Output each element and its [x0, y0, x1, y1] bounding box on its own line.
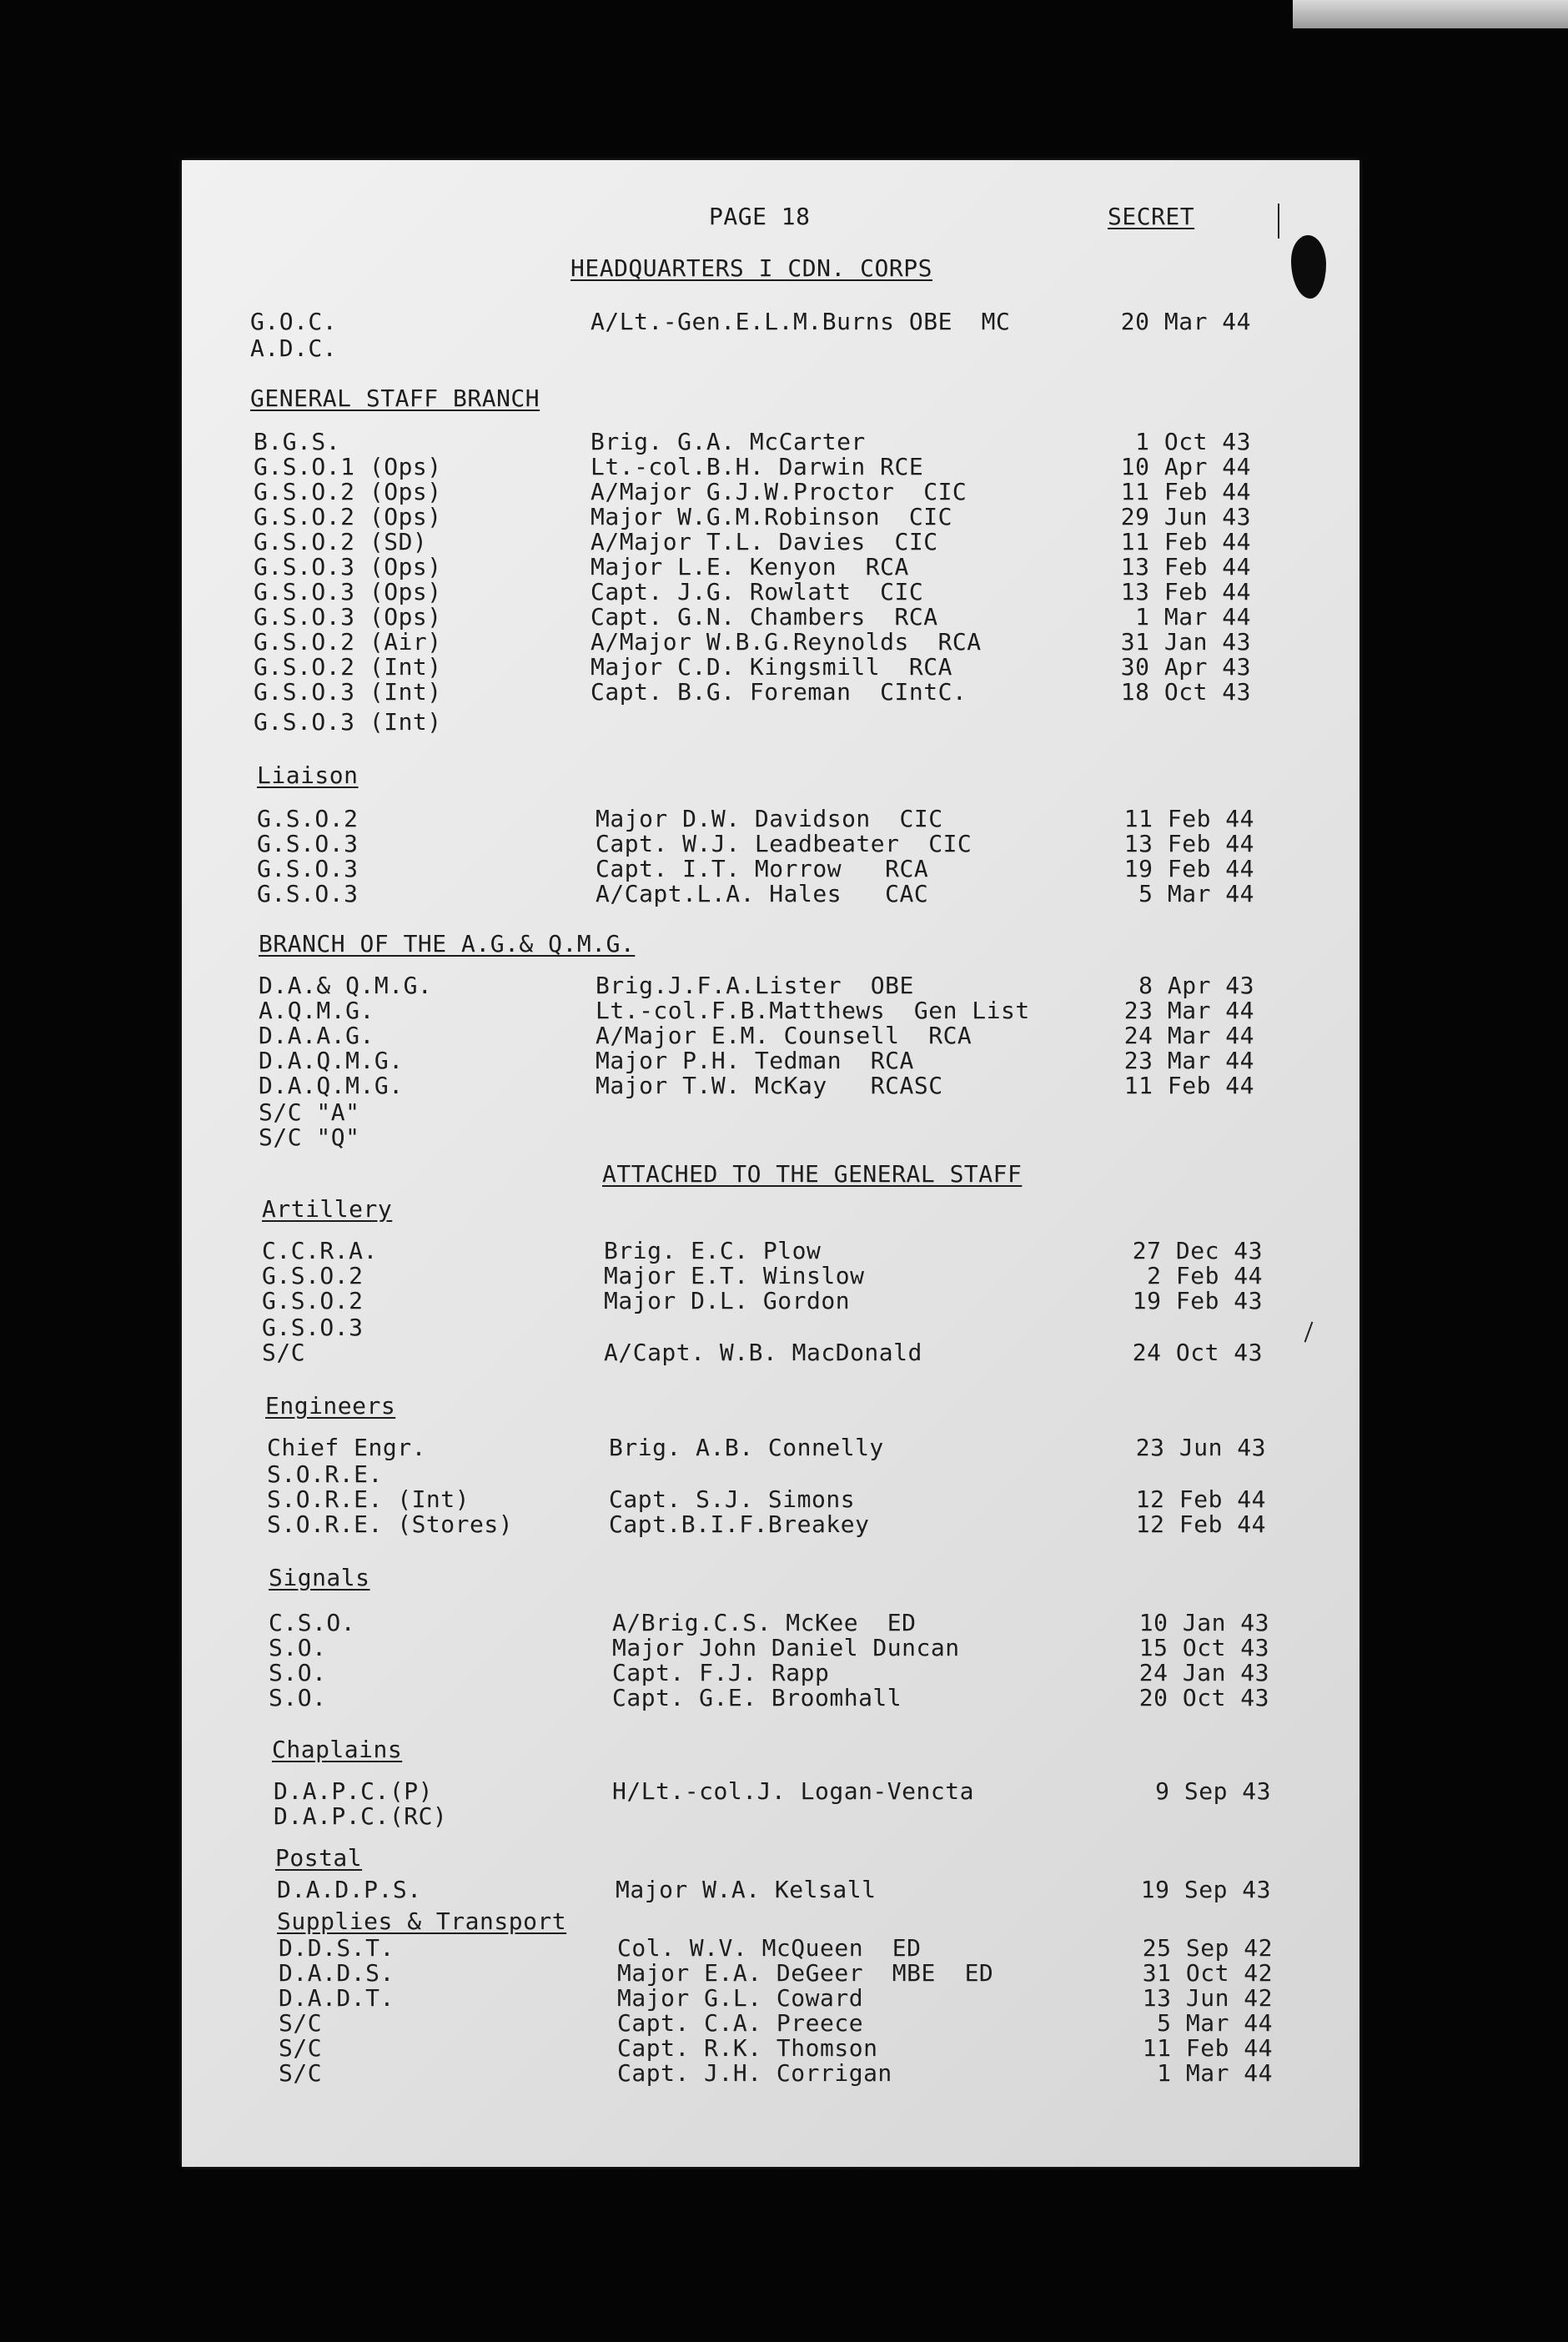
officer-name-cell: Capt. C.A. Preece — [617, 2009, 864, 2037]
appointment-cell: G.S.O.3 — [257, 830, 359, 857]
officer-name-cell: Brig. A.B. Connelly — [609, 1434, 884, 1461]
headquarters-title: HEADQUARTERS I CDN. CORPS — [570, 254, 932, 282]
date-cell: 31 Oct 42 — [1142, 1959, 1273, 1987]
security-classification: SECRET — [1108, 203, 1195, 230]
appointment-cell: G.S.O.2 (Int) — [254, 653, 442, 681]
officer-name-cell: Brig. G.A. McCarter — [591, 428, 866, 455]
appointment-cell: S.O.R.E. (Int) — [267, 1485, 470, 1513]
officer-name-cell: Major John Daniel Duncan — [612, 1634, 960, 1661]
officer-name-cell: Major L.E. Kenyon RCA — [591, 553, 909, 580]
document-page — [182, 160, 1359, 2167]
appointment-cell: D.D.S.T. — [279, 1934, 395, 1962]
appointment-cell: S.O.R.E. (Stores) — [267, 1510, 514, 1538]
officer-name-cell: A/Major G.J.W.Proctor CIC — [591, 478, 967, 505]
officer-name-cell: Capt. F.J. Rapp — [612, 1659, 830, 1686]
appointment-cell: A.Q.M.G. — [259, 997, 374, 1024]
adjacent-page-edge — [1293, 0, 1568, 28]
date-cell: 10 Jan 43 — [1138, 1609, 1269, 1636]
date-cell: 13 Jun 42 — [1142, 1984, 1273, 2012]
date-cell: 25 Sep 42 — [1142, 1934, 1273, 1962]
date-cell: 19 Feb 44 — [1123, 855, 1254, 882]
appointment-cell: G.S.O.2 (Ops) — [254, 503, 442, 530]
appointment-cell: D.A.Q.M.G. — [259, 1072, 404, 1099]
officer-name-cell: Capt. J.G. Rowlatt CIC — [591, 578, 924, 606]
date-cell: 12 Feb 44 — [1135, 1485, 1266, 1513]
section-heading-attached: ATTACHED TO THE GENERAL STAFF — [602, 1160, 1023, 1188]
officer-name-cell: Capt. B.G. Foreman CIntC. — [591, 678, 967, 706]
appointment-cell: D.A.D.P.S. — [277, 1876, 422, 1903]
officer-name-cell: A/Major T.L. Davies CIC — [591, 528, 938, 555]
date-cell: 11 Feb 44 — [1142, 2034, 1273, 2062]
officer-name-cell: Major D.W. Davidson CIC — [596, 805, 943, 832]
officer-name-cell: Capt. J.H. Corrigan — [617, 2059, 892, 2087]
date-cell: 20 Mar 44 — [1120, 308, 1251, 335]
section-heading-general-staff: GENERAL STAFF BRANCH — [250, 384, 540, 412]
officer-name-cell: Capt. G.E. Broomhall — [612, 1684, 902, 1711]
date-cell: 13 Feb 44 — [1120, 553, 1251, 580]
officer-name-cell: Major C.D. Kingsmill RCA — [591, 653, 952, 681]
appointment-cell: G.S.O.3 — [257, 855, 359, 882]
date-cell: 19 Feb 43 — [1132, 1287, 1263, 1314]
date-cell: 1 Mar 44 — [1135, 603, 1251, 631]
date-cell: 29 Jun 43 — [1120, 503, 1251, 530]
date-cell: 11 Feb 44 — [1120, 478, 1251, 505]
appointment-cell: G.O.C. — [250, 308, 338, 335]
date-cell: 13 Feb 44 — [1123, 830, 1254, 857]
appointment-cell: C.S.O. — [269, 1609, 356, 1636]
appointment-cell: S/C — [279, 2059, 323, 2087]
date-cell: 11 Feb 44 — [1120, 528, 1251, 555]
officer-name-cell: Major G.L. Coward — [617, 1984, 864, 2012]
appointment-cell: D.A.P.C.(RC) — [274, 1802, 448, 1830]
officer-name-cell: Major E.T. Winslow — [604, 1262, 865, 1289]
appointment-cell: G.S.O.3 — [257, 880, 359, 907]
officer-name-cell: Capt. G.N. Chambers RCA — [591, 603, 938, 631]
date-cell: 24 Oct 43 — [1132, 1339, 1263, 1366]
appointment-cell: C.C.R.A. — [262, 1237, 378, 1264]
officer-name-cell: Capt. W.J. Leadbeater CIC — [596, 830, 972, 857]
appointment-cell: G.S.O.3 (Int) — [254, 708, 442, 736]
appointment-cell: S.O.R.E. — [267, 1460, 383, 1488]
officer-name-cell: Major W.A. Kelsall — [616, 1876, 877, 1903]
appointment-cell: S.O. — [269, 1659, 327, 1686]
officer-name-cell: Col. W.V. McQueen ED — [617, 1934, 922, 1962]
officer-name-cell: Major E.A. DeGeer MBE ED — [617, 1959, 994, 1987]
date-cell: 2 Feb 44 — [1147, 1262, 1263, 1289]
officer-name-cell: Major W.G.M.Robinson CIC — [591, 503, 952, 530]
section-heading-chaplains: Chaplains — [272, 1736, 403, 1763]
officer-name-cell: A/Capt. W.B. MacDonald — [604, 1339, 922, 1366]
section-heading-artillery: Artillery — [262, 1195, 393, 1223]
appointment-cell: S/C — [279, 2034, 323, 2062]
appointment-cell: G.S.O.3 (Ops) — [254, 553, 442, 580]
officer-name-cell: Brig. E.C. Plow — [604, 1237, 822, 1264]
date-cell: 23 Mar 44 — [1123, 997, 1254, 1024]
date-cell: 9 Sep 43 — [1155, 1777, 1271, 1805]
officer-name-cell: Capt. I.T. Morrow RCA — [596, 855, 929, 882]
ink-blot — [1291, 235, 1326, 299]
appointment-cell: S/C — [262, 1339, 306, 1366]
section-heading-engineers: Engineers — [265, 1392, 396, 1420]
officer-name-cell: Capt.B.I.F.Breakey — [609, 1510, 870, 1538]
page-number: PAGE 18 — [709, 203, 811, 230]
appointment-cell: S/C "A" — [259, 1098, 360, 1126]
date-cell: 23 Jun 43 — [1135, 1434, 1266, 1461]
date-cell: 24 Jan 43 — [1138, 1659, 1269, 1686]
section-heading-supplies: Supplies & Transport — [277, 1907, 567, 1935]
margin-mark — [1278, 204, 1279, 239]
appointment-cell: G.S.O.3 (Int) — [254, 678, 442, 706]
section-heading-ag-qmg: BRANCH OF THE A.G.& Q.M.G. — [259, 930, 636, 957]
appointment-cell: G.S.O.2 (Ops) — [254, 478, 442, 505]
officer-name-cell: H/Lt.-col.J. Logan-Vencta — [612, 1777, 974, 1805]
officer-name-cell: Capt. R.K. Thomson — [617, 2034, 878, 2062]
date-cell: 24 Mar 44 — [1123, 1022, 1254, 1049]
officer-name-cell: A/Major W.B.G.Reynolds RCA — [591, 628, 982, 656]
date-cell: 5 Mar 44 — [1157, 2009, 1273, 2037]
date-cell: 18 Oct 43 — [1120, 678, 1251, 706]
officer-name-cell: Capt. S.J. Simons — [609, 1485, 856, 1513]
appointment-cell: G.S.O.1 (Ops) — [254, 453, 442, 480]
date-cell: 27 Dec 43 — [1132, 1237, 1263, 1264]
appointment-cell: G.S.O.2 (SD) — [254, 528, 428, 555]
date-cell: 11 Feb 44 — [1123, 805, 1254, 832]
date-cell: 23 Mar 44 — [1123, 1047, 1254, 1074]
officer-name-cell: Major D.L. Gordon — [604, 1287, 851, 1314]
date-cell: 15 Oct 43 — [1138, 1634, 1269, 1661]
officer-name-cell: Major P.H. Tedman RCA — [596, 1047, 914, 1074]
officer-name-cell: Major T.W. McKay RCASC — [596, 1072, 943, 1099]
officer-name-cell: A/Brig.C.S. McKee ED — [612, 1609, 917, 1636]
date-cell: 12 Feb 44 — [1135, 1510, 1266, 1538]
margin-mark — [1304, 1321, 1314, 1342]
officer-name-cell: Lt.-col.F.B.Matthews Gen List — [596, 997, 1030, 1024]
appointment-cell: G.S.O.3 (Ops) — [254, 578, 442, 606]
date-cell: 8 Apr 43 — [1138, 972, 1254, 999]
date-cell: 20 Oct 43 — [1138, 1684, 1269, 1711]
appointment-cell: Chief Engr. — [267, 1434, 426, 1461]
officer-name-cell: Lt.-col.B.H. Darwin RCE — [591, 453, 924, 480]
officer-name-cell: A/Major E.M. Counsell RCA — [596, 1022, 972, 1049]
appointment-cell: D.A.& Q.M.G. — [259, 972, 433, 999]
date-cell: 19 Sep 43 — [1140, 1876, 1271, 1903]
date-cell: 5 Mar 44 — [1138, 880, 1254, 907]
appointment-cell: G.S.O.3 — [262, 1314, 364, 1341]
appointment-cell: G.S.O.2 — [257, 805, 359, 832]
appointment-cell: D.A.P.C.(P) — [274, 1777, 433, 1805]
appointment-cell: D.A.D.S. — [279, 1959, 395, 1987]
date-cell: 1 Mar 44 — [1157, 2059, 1273, 2087]
officer-name-cell: Brig.J.F.A.Lister OBE — [596, 972, 914, 999]
appointment-cell: D.A.D.T. — [279, 1984, 395, 2012]
appointment-cell: S/C — [279, 2009, 323, 2037]
date-cell: 11 Feb 44 — [1123, 1072, 1254, 1099]
date-cell: 30 Apr 43 — [1120, 653, 1251, 681]
section-heading-signals: Signals — [269, 1564, 370, 1591]
date-cell: 13 Feb 44 — [1120, 578, 1251, 606]
appointment-cell: D.A.A.G. — [259, 1022, 374, 1049]
section-heading-postal: Postal — [275, 1844, 363, 1872]
appointment-cell: A.D.C. — [250, 334, 338, 362]
appointment-cell: S/C "Q" — [259, 1123, 360, 1151]
appointment-cell: G.S.O.2 — [262, 1262, 364, 1289]
appointment-cell: G.S.O.2 — [262, 1287, 364, 1314]
date-cell: 31 Jan 43 — [1120, 628, 1251, 656]
appointment-cell: G.S.O.2 (Air) — [254, 628, 442, 656]
date-cell: 10 Apr 44 — [1120, 453, 1251, 480]
appointment-cell: D.A.Q.M.G. — [259, 1047, 404, 1074]
appointment-cell: G.S.O.3 (Ops) — [254, 603, 442, 631]
section-heading-liaison: Liaison — [257, 761, 359, 789]
appointment-cell: B.G.S. — [254, 428, 341, 455]
appointment-cell: S.O. — [269, 1684, 327, 1711]
officer-name-cell: A/Lt.-Gen.E.L.M.Burns OBE MC — [591, 308, 1011, 335]
appointment-cell: S.O. — [269, 1634, 327, 1661]
officer-name-cell: A/Capt.L.A. Hales CAC — [596, 880, 929, 907]
date-cell: 1 Oct 43 — [1135, 428, 1251, 455]
